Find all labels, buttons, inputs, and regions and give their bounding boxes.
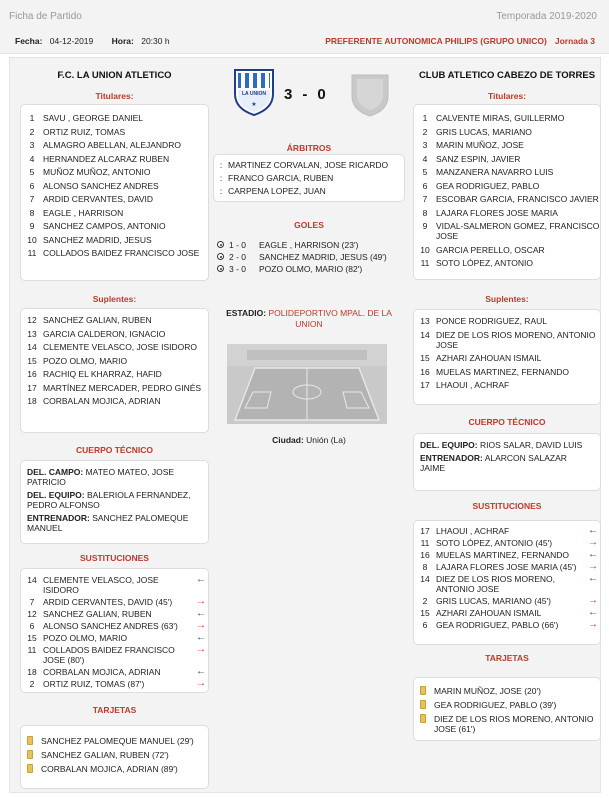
yellow-card-icon <box>420 686 426 695</box>
goal-score: 1 - 0 <box>229 240 247 250</box>
substitution-row <box>21 575 208 595</box>
home-starter-player-row[interactable] <box>21 194 208 204</box>
substitution-row <box>414 538 600 548</box>
score-separator: - <box>302 86 308 103</box>
away-starter-player-row[interactable] <box>414 181 600 191</box>
player-name[interactable]: GEA RODRIGUEZ, PABLO (66') <box>436 620 559 630</box>
player-name[interactable]: ALMAGRO ABELLAN, ALEJANDRO <box>43 140 181 150</box>
arrow-right-icon: → <box>588 537 598 548</box>
away-starters-list <box>413 104 601 280</box>
player-number: 14 <box>27 342 37 352</box>
player-name[interactable]: GEA RODRIGUEZ, PABLO <box>436 180 540 191</box>
stadium-info <box>219 308 399 330</box>
player-number: 4 <box>29 153 35 164</box>
player-name[interactable]: SOTO LÓPEZ, ANTONIO <box>436 258 533 268</box>
home-starter-player-row[interactable] <box>21 167 208 177</box>
player-name[interactable]: CLEMENTE VELASCO, JOSE ISIDORO <box>43 342 197 352</box>
player-name[interactable]: PONCE RODRIGUEZ, RAUL <box>436 316 547 326</box>
away-sub-player-row[interactable] <box>414 316 600 326</box>
staff-row <box>420 440 594 450</box>
goal-row <box>213 240 405 250</box>
player-number: 11 <box>27 248 37 258</box>
away-sub-player-row[interactable] <box>414 353 600 363</box>
player-name[interactable]: AZHARI ZAHOUAN ISMAIL <box>436 608 542 618</box>
away-starter-player-row[interactable] <box>414 127 600 137</box>
player-number: 7 <box>29 597 35 607</box>
home-starters-title: Titulares: <box>95 91 134 101</box>
staff-name[interactable]: MATEO MATEO, JOSE PATRICIO <box>27 467 175 487</box>
home-starter-player-row[interactable] <box>21 154 208 164</box>
substitution-row <box>21 597 208 607</box>
card-player-name[interactable]: SANCHEZ PALOMEQUE MANUEL (29') <box>41 736 194 746</box>
referee-bullet: : <box>219 186 223 196</box>
stadium-photo <box>227 344 387 424</box>
arrow-right-icon: → <box>196 596 206 607</box>
player-name[interactable]: GARCIA PERELLO, OSCAR <box>436 244 545 255</box>
player-number: 16 <box>420 550 430 560</box>
player-number: 18 <box>27 667 37 677</box>
substitution-row <box>414 596 600 606</box>
arrow-right-icon: → <box>196 644 206 655</box>
goals-list <box>213 240 405 276</box>
card-player-name[interactable]: SANCHEZ GALIAN, RUBEN (72') <box>41 750 169 760</box>
player-number: 5 <box>422 167 428 177</box>
player-number: 8 <box>422 207 428 218</box>
competition-info <box>325 36 595 46</box>
substitution-row <box>21 645 208 665</box>
player-number: 8 <box>29 207 35 218</box>
player-name[interactable]: AZHARI ZAHOUAN ISMAIL <box>436 353 542 363</box>
top-bar <box>0 0 609 54</box>
arrow-right-icon: → <box>196 620 206 631</box>
staff-name[interactable]: BALERIOLA FERNANDEZ, PEDRO ALFONSO <box>27 490 191 510</box>
goal-scorer[interactable]: SANCHEZ MADRID, JESUS (49') <box>259 252 387 262</box>
goal-row <box>213 252 405 262</box>
staff-role: ENTRENADOR: <box>27 513 90 523</box>
home-sub-player-row[interactable] <box>21 329 208 339</box>
player-name[interactable]: ORTIZ RUIZ, TOMAS <box>43 126 126 137</box>
card-player-name[interactable]: MARIN MUÑOZ, JOSE (20') <box>434 686 541 696</box>
player-number: 17 <box>27 382 37 393</box>
goals-title: GOLES <box>294 220 324 230</box>
player-number: 15 <box>27 633 37 643</box>
player-name[interactable]: LAJARA FLORES JOSE MARIA <box>436 207 558 218</box>
player-name[interactable]: RACHIQ EL KHARRAZ, HAFID <box>43 369 162 379</box>
home-sub-player-row[interactable] <box>21 342 208 352</box>
player-number: 17 <box>420 526 430 536</box>
card-row <box>21 750 208 760</box>
round-label: Jornada 3 <box>554 36 595 46</box>
substitution-row <box>414 550 600 560</box>
arrow-left-icon: ← <box>196 666 206 677</box>
date-value: 04-12-2019 <box>49 36 94 46</box>
away-starter-player-row[interactable] <box>414 221 600 241</box>
card-row <box>21 764 208 774</box>
arrow-left-icon: ← <box>588 549 598 560</box>
player-number: 10 <box>27 234 37 245</box>
away-starter-player-row[interactable] <box>414 140 600 150</box>
player-number: 11 <box>420 258 430 268</box>
stadium-label: ESTADIO: <box>226 308 267 318</box>
staff-role: DEL. CAMPO: <box>27 467 84 477</box>
player-number: 6 <box>29 180 35 191</box>
player-number: 1 <box>29 113 35 123</box>
referee-bullet: : <box>219 173 223 183</box>
away-staff-box <box>413 433 601 491</box>
home-starter-player-row[interactable] <box>21 113 208 123</box>
player-number: 11 <box>27 645 37 655</box>
player-number: 8 <box>422 562 428 572</box>
substitution-row <box>21 679 208 689</box>
away-starter-player-row[interactable] <box>414 194 600 204</box>
home-sub-player-row[interactable] <box>21 383 208 393</box>
player-name[interactable]: CLEMENTE VELASCO, JOSE ISIDORO <box>43 575 159 595</box>
home-staff-box <box>20 460 209 544</box>
football-icon <box>217 241 224 248</box>
away-cards-title: TARJETAS <box>485 653 529 663</box>
player-number: 4 <box>422 153 428 164</box>
player-name[interactable]: LAJARA FLORES JOSE MARIA (45') <box>436 562 577 572</box>
svg-text:★: ★ <box>251 102 257 108</box>
player-number: 16 <box>420 366 430 377</box>
player-number: 16 <box>27 369 37 379</box>
player-name[interactable]: SANCHEZ CAMPOS, ANTONIO <box>43 221 166 231</box>
player-name[interactable]: GARCIA CALDERON, IGNACIO <box>43 328 166 339</box>
home-starter-player-row[interactable] <box>21 140 208 150</box>
substitution-row <box>21 667 208 677</box>
home-cards-list <box>20 725 209 789</box>
player-name[interactable]: ESCOBAR GARCIA, FRANCISCO JAVIER <box>436 194 599 204</box>
goal-scorer[interactable]: EAGLE , HARRISON (23') <box>259 240 359 250</box>
player-number: 3 <box>29 140 35 150</box>
referee-bullet: : <box>219 160 223 170</box>
referee-name: FRANCO GARCIA, RUBEN <box>228 173 334 183</box>
yellow-card-icon <box>420 714 426 723</box>
away-team-crest-placeholder[interactable] <box>349 72 391 118</box>
away-subs-list <box>413 309 601 405</box>
player-name[interactable]: HERNANDEZ ALCARAZ RUBEN <box>43 153 170 164</box>
player-number: 15 <box>420 353 430 363</box>
player-name[interactable]: MUELAS MARTINEZ, FERNANDO <box>436 366 570 377</box>
player-number: 15 <box>27 355 37 366</box>
staff-role: ENTRENADOR: <box>420 453 483 463</box>
staff-row <box>27 490 202 510</box>
staff-role: DEL. EQUIPO: <box>27 490 85 500</box>
home-team-crest[interactable] <box>233 68 275 116</box>
player-number: 6 <box>422 620 428 630</box>
home-sub-player-row[interactable] <box>21 356 208 366</box>
player-name[interactable]: CORBALAN MOJICA, ADRIAN <box>43 396 161 406</box>
home-subst-title: SUSTITUCIONES <box>80 553 149 563</box>
substitution-row <box>414 608 600 618</box>
arrow-left-icon: ← <box>588 607 598 618</box>
player-name[interactable]: ALONSO SANCHEZ ANDRES <box>43 180 159 191</box>
away-starter-player-row[interactable] <box>414 167 600 177</box>
player-number: 2 <box>422 596 428 606</box>
player-number: 6 <box>422 180 428 191</box>
home-staff-title: CUERPO TÉCNICO <box>76 445 153 455</box>
staff-row <box>27 513 202 533</box>
player-number: 14 <box>27 575 37 585</box>
yellow-card-icon <box>27 750 33 759</box>
away-sub-player-row[interactable] <box>414 330 600 350</box>
player-number: 6 <box>29 621 35 631</box>
scoreboard <box>284 86 326 103</box>
match-panel <box>9 57 601 793</box>
time-value: 20:30 h <box>141 36 170 46</box>
arrow-right-icon: → <box>588 595 598 606</box>
away-sub-player-row[interactable] <box>414 367 600 377</box>
player-name[interactable]: MUELAS MARTINEZ, FERNANDO <box>436 550 570 560</box>
player-name[interactable]: MARTÍNEZ MERCADER, PEDRO GINÉS <box>43 382 202 393</box>
player-number: 11 <box>420 538 430 548</box>
away-subs-title: Suplentes: <box>485 294 529 304</box>
referees-title: ÁRBITROS <box>286 143 332 153</box>
player-number: 10 <box>420 244 430 255</box>
player-name[interactable]: LHAOUI , ACHRAF <box>436 526 510 536</box>
player-name[interactable]: VIDAL-SALMERON GOMEZ, FRANCISCO JOSE <box>436 221 600 241</box>
away-cards-list <box>413 677 601 741</box>
staff-row <box>27 467 202 487</box>
player-name[interactable]: SANCHEZ GALIAN, RUBEN <box>43 315 152 325</box>
city-label: Ciudad: <box>272 435 304 445</box>
away-starter-player-row[interactable] <box>414 154 600 164</box>
svg-text:LA UNION: LA UNION <box>242 91 266 97</box>
player-name[interactable]: MUÑOZ MUÑOZ, ANTONIO <box>43 167 151 177</box>
competition-link[interactable]: PREFERENTE AUTONOMICA PHILIPS (GRUPO UNICO) <box>325 36 547 46</box>
football-icon <box>217 265 224 272</box>
arrow-right-icon: → <box>196 678 206 689</box>
home-sub-player-row[interactable] <box>21 396 208 406</box>
player-name[interactable]: COLLADOS BAIDEZ FRANCISCO JOSE (80') <box>43 645 175 665</box>
substitution-row <box>414 526 600 536</box>
referee-row <box>214 173 404 183</box>
away-score: 0 <box>317 86 326 103</box>
player-name[interactable]: GRIS LUCAS, MARIANO (45') <box>436 596 551 606</box>
player-name[interactable]: COLLADOS BAIDEZ FRANCISCO JOSE <box>43 248 200 258</box>
referee-name: CARPENA LOPEZ, JUAN <box>228 186 326 196</box>
substitution-row <box>21 621 208 631</box>
arrow-right-icon: → <box>588 561 598 572</box>
home-team-name[interactable]: F.C. LA UNION ATLETICO <box>57 70 172 81</box>
away-staff-title: CUERPO TÉCNICO <box>468 417 546 427</box>
away-team-name[interactable]: CLUB ATLETICO CABEZO DE TORRES <box>418 70 596 81</box>
arrow-left-icon: ← <box>588 525 598 536</box>
player-number: 18 <box>27 396 37 406</box>
home-cards-title: TARJETAS <box>92 705 137 715</box>
card-player-name[interactable]: CORBALAN MOJICA, ADRIAN (89') <box>41 764 178 774</box>
away-starter-player-row[interactable] <box>414 245 600 255</box>
goal-scorer[interactable]: POZO OLMO, MARIO (82') <box>259 264 363 274</box>
card-row <box>414 714 600 734</box>
away-subst-title: SUSTITUCIONES <box>472 501 542 511</box>
away-starter-player-row[interactable] <box>414 113 600 123</box>
stadium-link[interactable]: POLIDEPORTIVO MPAL. DE LA UNION <box>268 308 392 329</box>
page-title: Ficha de Partido <box>9 11 82 22</box>
player-number: 2 <box>422 126 428 137</box>
card-row <box>414 700 600 710</box>
away-starters-title: Titulares: <box>487 91 527 101</box>
player-name[interactable]: SANCHEZ GALIAN, RUBEN <box>43 609 152 619</box>
player-name[interactable]: DIEZ DE LOS RIOS MORENO, ANTONIO JOSE <box>436 574 556 594</box>
home-starter-player-row[interactable] <box>21 221 208 231</box>
home-starter-player-row[interactable] <box>21 181 208 191</box>
substitution-row <box>414 620 600 630</box>
goal-score: 2 - 0 <box>229 252 247 262</box>
arrow-left-icon: ← <box>196 574 206 585</box>
staff-name[interactable]: SANCHEZ PALOMEQUE MANUEL <box>27 513 189 533</box>
arrow-left-icon: ← <box>196 608 206 619</box>
player-number: 17 <box>420 380 430 390</box>
arrow-right-icon: → <box>588 619 598 630</box>
staff-role: DEL. EQUIPO: <box>420 440 478 450</box>
goal-row <box>213 264 405 274</box>
player-number: 7 <box>29 194 35 204</box>
date-label: Fecha: <box>15 36 43 46</box>
referee-name: MARTINEZ CORVALAN, JOSE RICARDO <box>228 160 389 170</box>
referee-row <box>214 186 404 196</box>
player-name[interactable]: SAVU , GEORGE DANIEL <box>43 113 143 123</box>
player-number: 12 <box>27 609 37 619</box>
player-number: 9 <box>29 221 35 231</box>
match-datetime <box>15 36 170 46</box>
away-sub-player-row[interactable] <box>414 380 600 390</box>
goal-score: 3 - 0 <box>229 264 247 274</box>
substitution-row <box>414 574 600 594</box>
referee-row <box>214 160 404 170</box>
football-icon <box>217 253 224 260</box>
player-number: 15 <box>420 608 430 618</box>
referees-list <box>213 154 405 202</box>
player-number: 1 <box>422 113 428 123</box>
yellow-card-icon <box>420 700 426 709</box>
player-name[interactable]: CALVENTE MIRAS, GUILLERMO <box>436 113 565 123</box>
player-number: 12 <box>27 315 37 325</box>
player-name[interactable]: LHAOUI , ACHRAF <box>436 380 510 390</box>
home-starter-player-row[interactable] <box>21 208 208 218</box>
player-number: 9 <box>422 221 428 231</box>
city-value: Unión (La) <box>306 435 346 445</box>
home-starter-player-row[interactable] <box>21 127 208 137</box>
player-name[interactable]: ARDID CERVANTES, DAVID <box>43 194 154 204</box>
card-row <box>414 686 600 696</box>
player-name[interactable]: SOTO LÓPEZ, ANTONIO (45') <box>436 538 553 548</box>
substitution-row <box>21 633 208 643</box>
player-name[interactable]: MANZANERA NAVARRO LUIS <box>436 167 554 177</box>
card-player-name[interactable]: GEA RODRIGUEZ, PABLO (39') <box>434 700 557 710</box>
staff-name[interactable]: ALARCON SALAZAR JAIME <box>420 453 567 473</box>
player-number: 2 <box>29 126 35 137</box>
home-sub-player-row[interactable] <box>21 369 208 379</box>
city-info <box>213 435 405 445</box>
player-name[interactable]: DIEZ DE LOS RIOS MORENO, ANTONIO JOSE <box>436 329 596 350</box>
card-row <box>21 736 208 746</box>
substitution-row <box>21 609 208 619</box>
season-label: Temporada 2019-2020 <box>496 11 597 22</box>
player-number: 14 <box>420 574 430 584</box>
away-starter-player-row[interactable] <box>414 258 600 268</box>
home-subs-list <box>20 308 209 433</box>
player-name[interactable]: POZO OLMO, MARIO <box>43 355 128 366</box>
yellow-card-icon <box>27 736 33 745</box>
player-name[interactable]: POZO OLMO, MARIO <box>43 633 128 643</box>
home-starter-player-row[interactable] <box>21 235 208 245</box>
staff-row <box>420 453 594 473</box>
home-starter-player-row[interactable] <box>21 248 208 258</box>
player-name[interactable]: ORTIZ RUIZ, TOMAS (87') <box>43 679 145 689</box>
player-number: 3 <box>422 140 428 150</box>
player-name[interactable]: SANCHEZ MADRID, JESUS <box>43 234 152 245</box>
player-name[interactable]: EAGLE , HARRISON <box>43 207 124 218</box>
home-score: 3 <box>284 86 293 103</box>
staff-name[interactable]: RIOS SALAR, DAVID LUIS <box>480 440 583 450</box>
home-sub-player-row[interactable] <box>21 315 208 325</box>
player-name[interactable]: GRIS LUCAS, MARIANO <box>436 126 532 137</box>
player-name[interactable]: ARDID CERVANTES, DAVID (45') <box>43 597 173 607</box>
player-number: 13 <box>27 328 37 339</box>
player-number: 5 <box>29 167 35 177</box>
player-name[interactable]: CORBALAN MOJICA, ADRIAN <box>43 667 161 677</box>
arrow-left-icon: ← <box>196 632 206 643</box>
away-starter-player-row[interactable] <box>414 208 600 218</box>
player-name[interactable]: SANZ ESPIN, JAVIER <box>436 153 521 164</box>
home-subs-title: Suplentes: <box>92 294 137 304</box>
player-name[interactable]: MARIN MUÑOZ, JOSE <box>436 140 524 150</box>
arrow-left-icon: ← <box>588 573 598 584</box>
player-number: 7 <box>422 194 428 204</box>
card-player-name[interactable]: DIEZ DE LOS RIOS MORENO, ANTONIO JOSE (61') <box>434 714 594 734</box>
player-number: 13 <box>420 316 430 326</box>
player-number: 2 <box>29 679 35 689</box>
away-substitutions-list <box>413 520 601 645</box>
player-name[interactable]: ALONSO SANCHEZ ANDRES (63') <box>43 621 178 631</box>
player-number: 14 <box>420 329 430 340</box>
home-substitutions-list <box>20 568 209 693</box>
substitution-row <box>414 562 600 572</box>
yellow-card-icon <box>27 764 33 773</box>
time-label: Hora: <box>111 36 134 46</box>
home-starters-list <box>20 104 209 281</box>
